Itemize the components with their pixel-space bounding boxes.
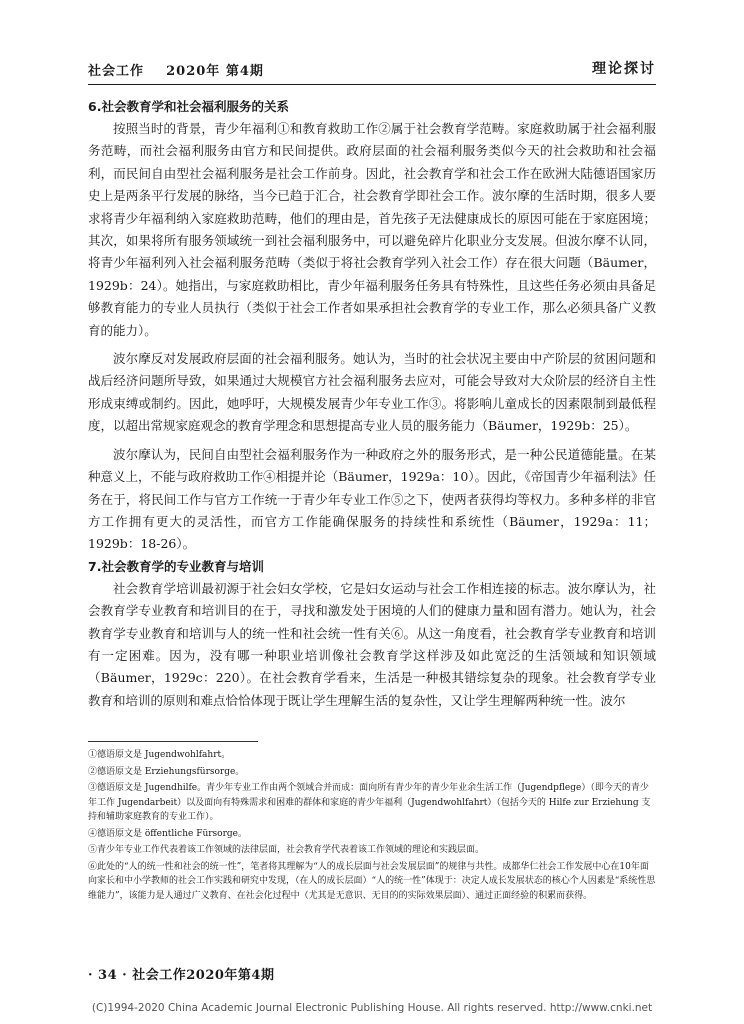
footnote-2: ②德语原文是 Erziehungsfürsorge。 xyxy=(88,766,245,777)
paragraph: 波尔摩认为，民间自由型社会福利服务作为一种政府之外的服务形式，是一种公民道德能量。在某种意义上，不能与政府救助工作④相提并论（Bäumer，1929a：10）。因此，《帝国青少年福利法》任务在于，将民间工作与官方工作统一于青少年专业工作⑤之下，使两者获得均等权力。多种多样的非官方工作拥有更大的灵活性，而官方工作能确保服务的持续性和系统性（Bäumer，1929a：11；1929b：18-26）。 xyxy=(88,446,656,552)
footnote-6: ⑥此处的“人的统一性和社会的统一性”，笔者将其理解为“人的成长层面与社会发展层面”的规律与共性。成都华仁社会工作发展中心在10年面向家长和中小学教师的社会工作实践和研究中发现，（在人的成长层面）“人的统一性”体现于：决定人成长发展状态的核心个人因素是“系统性思维能力”，该能力是人通过广义教育、在社会化过程中（尤其是无意识、无目的的实际效果层面）、通过正面经验的积累而获得。 xyxy=(88,861,656,901)
article-body xyxy=(88,96,656,712)
running-header xyxy=(88,58,656,82)
header-journal: 社会工作 xyxy=(88,64,145,79)
section-heading-6: 6.社会教育学和社会福利服务的关系 xyxy=(88,99,289,114)
page-footer xyxy=(88,964,274,983)
footer-journal-issue: 社会工作2020年第4期 xyxy=(132,968,275,983)
footnote-rule xyxy=(88,741,258,742)
footnote-4: ④德语原文是 öffentliche Fürsorge。 xyxy=(88,828,247,839)
paragraph: 按照当时的背景，青少年福利①和教育救助工作②属于社会教育学范畴。家庭救助属于社会福利服务范畴，而社会福利服务由官方和民间提供。政府层面的社会福利服务类似今天的社会救助和社会福利，而民间自由型社会福利服务是社会工作前身。因此，社会教育学和社会工作在欧洲大陆德语国家历史上是两条平行发展的脉络，当今已趋于汇合，社会教育学即社会工作。波尔摩的生活时期，很多人要求将青少年福利纳入家庭救助范畴，他们的理由是，首先孩子无法健康成长的原因可能在于家庭困境；其次，如果将所有服务领域统一到社会福利服务中，可以避免碎片化职业分支发展。但波尔摩不认同，将青少年福利列入社会福利服务范畴（类似于将社会教育学列入社会工作）存在很大问题（Bäumer，1929b：24）。她指出，与家庭救助相比，青少年福利服务任务具有特殊性，且这些任务必须由具备足够教育能力的专业人员执行（类似于社会工作者如果承担社会教育学的专业工作，那么必须具备广义教育的能力）。 xyxy=(88,121,656,338)
header-journal-info xyxy=(88,60,264,79)
footnote-1: ①德语原文是 Jugendwohlfahrt。 xyxy=(88,750,231,760)
header-column: 理论探讨 xyxy=(592,61,656,77)
header-rule xyxy=(88,84,656,85)
footnotes xyxy=(88,748,656,905)
footnote-5: ⑤青少年专业工作代表着该工作领域的法律层面，社会教育学代表着该工作领域的理论和实践层面。 xyxy=(88,845,485,855)
header-year: 2020年 xyxy=(166,64,221,79)
header-issue: 第4期 xyxy=(225,64,264,79)
footnote-3: ③德语原文是 Jugendhilfe。青少年专业工作由两个领域合并而成：面向所有青少年的青少年业余生活工作（Jugendpflege）（即今天的青少年工作 Jugendarbeit）以及面向有特殊需求和困难的群体和家庭的青少年福利（Jugendwohlfahrt）（包括今天的 Hilfe zur Erziehung 支持和辅助家庭教育的专业工作）。 xyxy=(88,783,651,822)
paragraph: 社会教育学培训最初源于社会妇女学校，它是妇女运动与社会工作相连接的标志。波尔摩认为，社会教育学专业教育和培训目的在于，寻找和激发处于困境的人们的健康力量和固有潜力。她认为，社会教育学专业教育和培训与人的统一性和社会统一性有关⑥。从这一角度看，社会教育学专业教育和培训有一定困难。因为，没有哪一种职业培训像社会教育学这样涉及如此宽泛的生活领域和知识领域（Bäumer，1929c：220）。在社会教育学看来，生活是一种极其错综复杂的现象。社会教育学专业教育和培训的原则和难点恰恰体现于既让学生理解生活的复杂性，又让学生理解两种统一性。波尔 xyxy=(88,580,656,708)
page-number: · 34 · xyxy=(88,968,128,983)
paragraph: 波尔摩反对发展政府层面的社会福利服务。她认为，当时的社会状况主要由中产阶层的贫困问题和战后经济问题所导致，如果通过大规模官方社会福利服务去应对，可能会导致对大众阶层的经济自主性形成束缚或制约。因此，她呼吁，大规模发展青少年专业工作③。将影响儿童成长的因素限制到最低程度，以超出常规家庭观念的教育学理念和思想提高专业人员的服务能力（Bäumer，1929b：25）。 xyxy=(88,351,656,434)
section-heading-7: 7.社会教育学的专业教育与培训 xyxy=(88,558,264,574)
copyright-line: (C)1994-2020 China Academic Journal Electronic Publishing House. All rights reserved. http://www.cnki.net xyxy=(91,1002,653,1014)
